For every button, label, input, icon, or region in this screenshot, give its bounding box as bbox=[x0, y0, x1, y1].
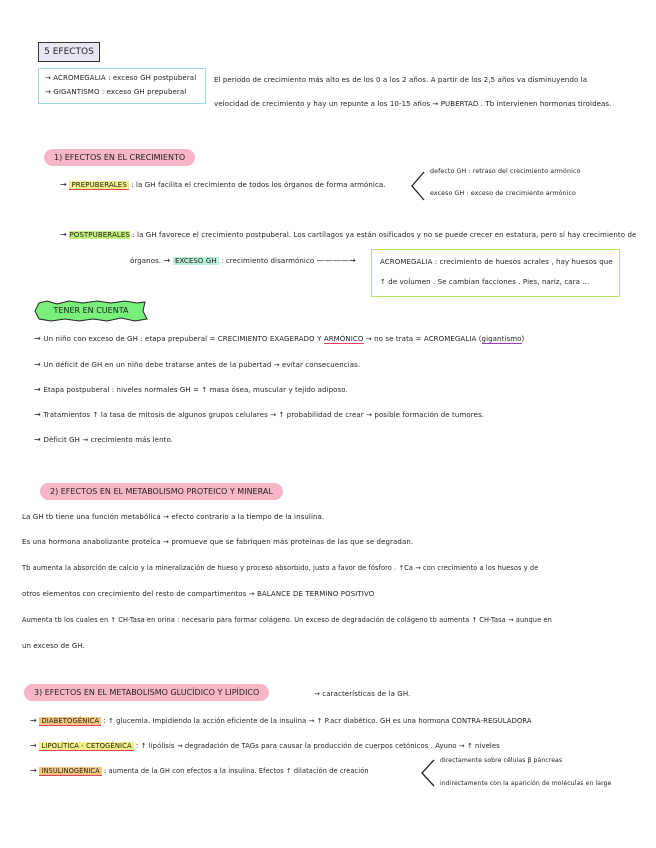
lipolitica-line: → LIPOLÍTICA - CETOGÉNICA : ↑ lipólisis → degradación de TAGs para causar la producción de cuerpos cetónicos . Ayuno → ↑ niveles bbox=[30, 741, 500, 750]
intro-line-2: velocidad de crecimiento y hay un repunte a los 10-15 años → PUBERTAD . Tb intervienen hormonas tiroideas. bbox=[214, 100, 612, 108]
acromegalia-line-1: ACROMEGALIA : crecimiento de huesos acrales , hay huesos que bbox=[380, 258, 613, 266]
postpuberales-text: : la GH favorece el crecimiento postpuberal. Los cartílagos ya están osificados y no se puede crecer en estatura, pero sí hay crecimiento de bbox=[132, 231, 637, 239]
glucid-heading: 3) EFECTOS EN EL METABOLISMO GLUCÍDICO Y LIPÍDICO bbox=[24, 684, 269, 701]
prepuberales-label: PREPUBERALES bbox=[71, 181, 127, 189]
exceso-line: órganos. → EXCESO GH : crecimiento disarmónico ————→ bbox=[130, 256, 356, 265]
exceso-label: EXCESO GH bbox=[174, 257, 217, 265]
gigantismo-definition: → GIGANTISMO : exceso GH prepuberal bbox=[45, 88, 187, 96]
glucid-brace-bottom: indirectamente con la aparición de moléculas en large bbox=[440, 780, 612, 787]
bullet-4-text: Tratamientos ↑ la tasa de mitosis de algunos grupos celulares → ↑ probabilidad de crear → posible formación de tumores. bbox=[43, 411, 485, 419]
bullet-5-text: Déficit GH → crecimiento más lento. bbox=[43, 436, 174, 444]
glucid-heading-after: → características de la GH. bbox=[314, 690, 411, 698]
insulinogenica-label: INSULINOGÉNICA bbox=[41, 767, 100, 775]
tener-bullet-1: → Un niño con exceso de GH : etapa prepuberal = CRECIMIENTO EXAGERADO Y ARMÓNICO → no se trata = ACROMEGALIA (gigantismo) bbox=[34, 334, 525, 343]
protein-p3: Tb aumenta la absorción de calcio y la mineralización de hueso y proceso absorbido, justo a favor de fósforo . ↑Ca → con crecimiento a los huesos y de bbox=[22, 564, 539, 572]
organos-text: órganos. bbox=[130, 257, 162, 265]
protein-heading: 2) EFECTOS EN EL METABOLISMO PROTEICO Y MINERAL bbox=[40, 483, 283, 500]
acromegalia-definition: → ACROMEGALIA : exceso GH postpuberal bbox=[45, 74, 197, 82]
bullet-1-text-b: → no se trata = ACROMEGALIA ( bbox=[365, 335, 482, 343]
acromegalia-line-2: ↑ de volumen . Se cambian facciones . Pies, nariz, cara ... bbox=[380, 278, 590, 286]
badge-text: TENER EN CUENTA bbox=[53, 306, 129, 315]
definitions-box bbox=[38, 68, 206, 104]
protein-p5: Aumenta tb los cuales en ↑ CH-Tasa en orina : necesario para formar colágeno. Un exceso de degradación de colágeno tb aumenta ↑ CH-Tasa → aunque en bbox=[22, 616, 552, 624]
brace-icon bbox=[410, 170, 426, 202]
growth-heading: 1) EFECTOS EN EL CRECIMIENTO bbox=[44, 149, 195, 166]
acromegalia-box bbox=[371, 249, 620, 297]
bullet-2-text: Un déficit de GH en un niño debe tratarse antes de la pubertad → evitar consecuencias. bbox=[43, 361, 361, 369]
section-title: 5 EFECTOS bbox=[38, 42, 100, 62]
bullet-1-text-a: Un niño con exceso de GH : etapa prepuberal = CRECIMIENTO EXAGERADO Y bbox=[43, 335, 322, 343]
tener-en-cuenta-badge bbox=[33, 300, 149, 322]
glucid-brace-top: directamente sobre células β páncreas bbox=[440, 757, 563, 764]
lipolitica-text: : ↑ lipólisis → degradación de TAGs para causar la producción de cuerpos cetónicos . Ayuno → ↑ niveles bbox=[135, 742, 500, 750]
tener-bullet-2: → Un déficit de GH en un niño debe tratarse antes de la pubertad → evitar consecuencias. bbox=[34, 360, 361, 369]
bullet-3-text: Etapa postpuberal : niveles normales GH = ↑ masa ósea, muscular y tejido adiposo. bbox=[43, 386, 348, 394]
protein-p6: un exceso de GH. bbox=[22, 642, 85, 650]
intro-line-1: El periodo de crecimiento más alto es de los 0 a los 2 años. A partir de los 2,5 años va disminuyendo la bbox=[214, 76, 588, 84]
diabetogenica-line: → DIABETOGÉNICA : ↑ glucemia. Impidiendo la acción eficiente de la insulina → ↑ P.acr diabético. GH es una hormona CONTRA-REGULADORA bbox=[30, 716, 532, 725]
postpuberales-label: POSTPUBERALES bbox=[69, 231, 130, 239]
postpuberales-line: → POSTPUBERALES : la GH favorece el crecimiento postpuberal. Los cartílagos ya están osificados y no se puede crecer en estatura, pero sí hay crecimiento de bbox=[60, 230, 637, 239]
exceso-text: : crecimiento disarmónico bbox=[221, 257, 315, 265]
tener-bullet-5: → Déficit GH → crecimiento más lento. bbox=[34, 435, 174, 444]
bullet-1-text-c: ) bbox=[521, 335, 525, 343]
insulinogenica-text: : aumenta de la GH con efectos a la insulina. Efectos ↑ dilatación de creación bbox=[103, 767, 369, 775]
protein-p2: Es una hormona anabolizante proteica → promueve que se fabriquen más proteínas de las que se degradan. bbox=[22, 538, 414, 546]
prepuberales-line: → PREPUBERALES : la GH facilita el crecimiento de todos los órganos de forma armónica. bbox=[60, 180, 386, 189]
protein-p1: La GH tb tiene una función metabólica → efecto contrario a la tiempo de la insulina. bbox=[22, 513, 325, 521]
tener-bullet-3: → Etapa postpuberal : niveles normales GH = ↑ masa ósea, muscular y tejido adiposo. bbox=[34, 385, 348, 394]
brace-top-text: defecto GH : retraso del crecimiento armónico bbox=[430, 168, 581, 175]
diabetogenica-text: : ↑ glucemia. Impidiendo la acción eficiente de la insulina → ↑ P.acr diabético. GH es una hormona CONTRA-REGULADORA bbox=[103, 717, 532, 725]
brace-icon-2 bbox=[420, 758, 436, 788]
protein-p4: otros elementos con crecimiento del resto de compartimentos → BALANCE DE TERMINO POSITIVO bbox=[22, 590, 375, 598]
diabetogenica-label: DIABETOGÉNICA bbox=[41, 717, 100, 725]
brace-bottom-text: exceso GH : exceso de crecimiento armónico bbox=[430, 190, 576, 197]
tener-bullet-4: → Tratamientos ↑ la tasa de mitosis de algunos grupos celulares → ↑ probabilidad de crear → posible formación de tumores. bbox=[34, 410, 485, 419]
gigantismo-text: gigantismo bbox=[481, 335, 522, 343]
prepuberales-text: : la GH facilita el crecimiento de todos los órganos de forma armónica. bbox=[131, 181, 386, 189]
lipolitica-label: LIPOLÍTICA - CETOGÉNICA bbox=[41, 742, 132, 750]
insulinogenica-line: → INSULINOGÉNICA : aumenta de la GH con efectos a la insulina. Efectos ↑ dilatación de creación bbox=[30, 766, 369, 775]
armonico-text: ARMÓNICO bbox=[323, 335, 364, 343]
